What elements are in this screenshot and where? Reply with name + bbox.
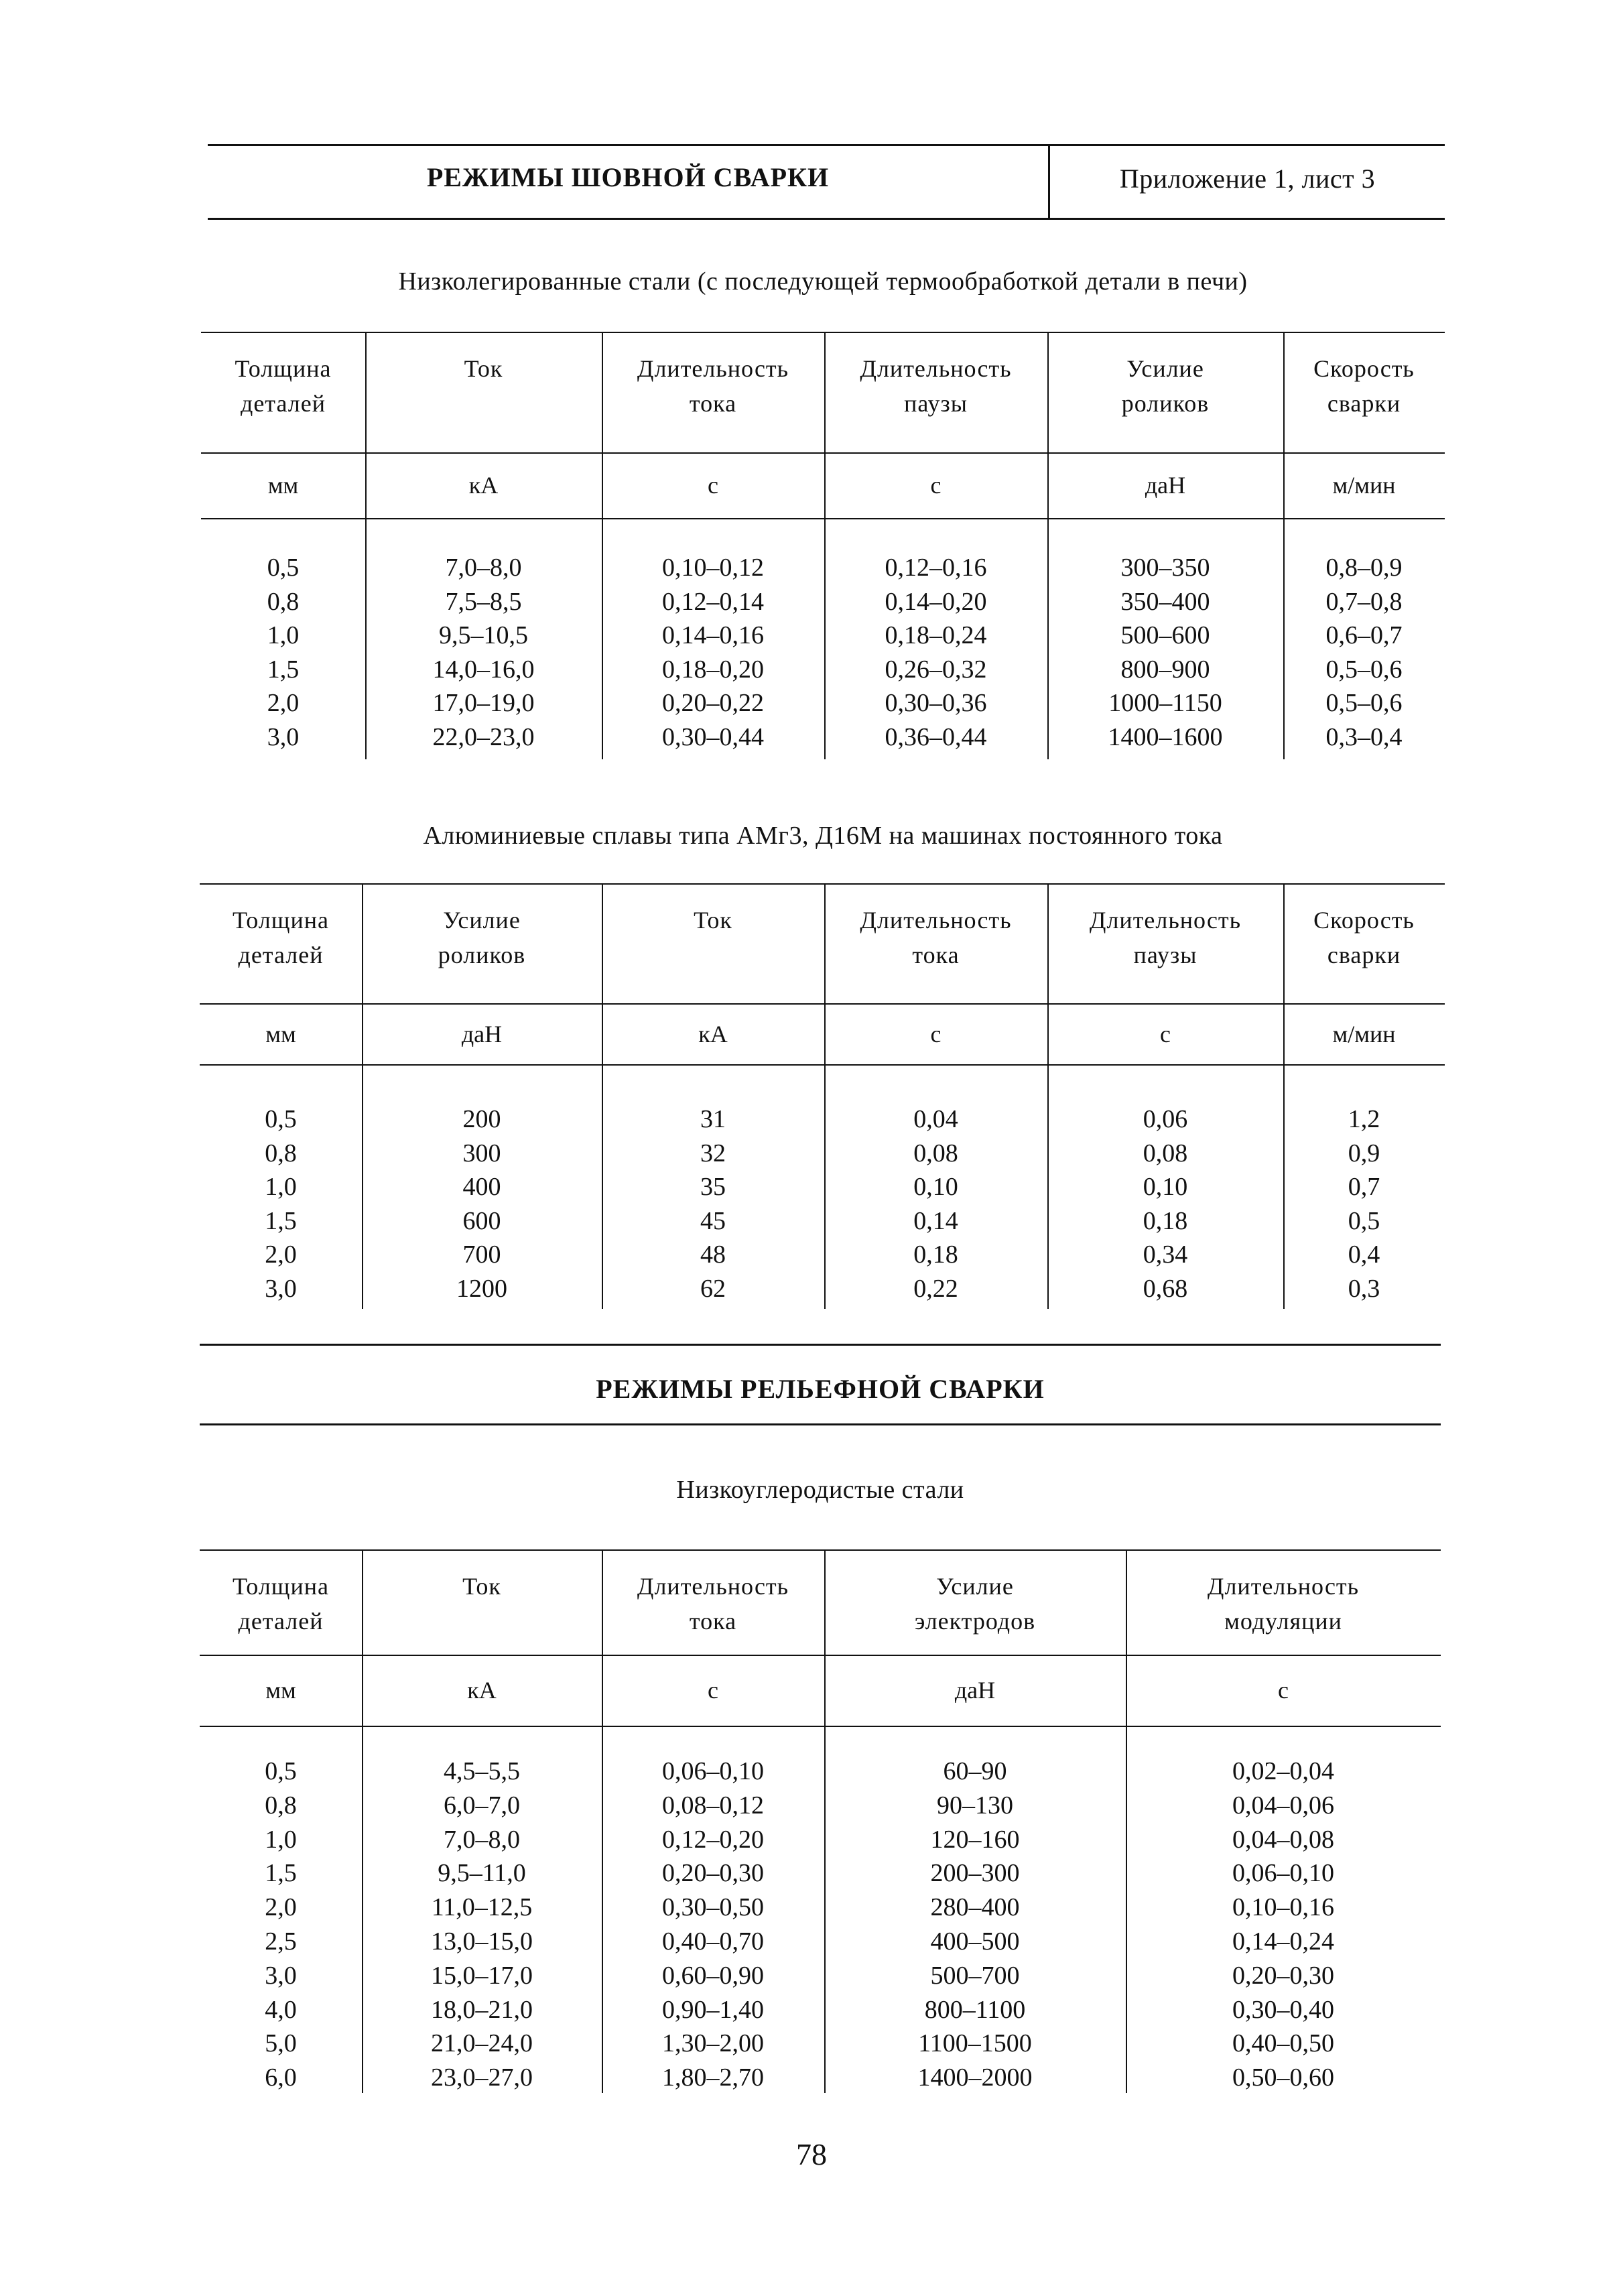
table2-header-line1: Ток xyxy=(694,907,732,934)
table2-cell: 0,08 xyxy=(913,1139,958,1167)
table2-cell: 0,06 xyxy=(1143,1105,1188,1133)
table1-cell: 22,0–23,0 xyxy=(432,722,535,751)
table3-cell: 21,0–24,0 xyxy=(431,2029,533,2058)
table2-cell: 0,68 xyxy=(1143,1274,1188,1303)
table3-cell: 0,10–0,16 xyxy=(1232,1893,1334,1922)
table2-cell: 1,5 xyxy=(265,1206,297,1235)
header-top-rule xyxy=(208,144,1445,146)
table1-header-line1: Ток xyxy=(464,355,503,382)
table1-cell: 0,36–0,44 xyxy=(885,722,987,751)
table2-cell: 35 xyxy=(700,1173,726,1201)
table2-rule-header-bottom xyxy=(200,1003,1445,1005)
table1-cell: 500–600 xyxy=(1120,621,1210,649)
table2-cell: 0,7 xyxy=(1348,1173,1380,1201)
table3-cell: 2,5 xyxy=(265,1927,297,1956)
table3-rule-top xyxy=(200,1549,1441,1551)
table2-header-line2: паузы xyxy=(1133,942,1197,968)
table3-cell: 4,0 xyxy=(265,1995,297,2024)
table1-header-line2: роликов xyxy=(1121,390,1210,417)
header-bottom-rule xyxy=(208,218,1445,220)
table1-cell: 1,5 xyxy=(267,655,300,684)
table1-cell: 14,0–16,0 xyxy=(432,655,535,684)
table3-cell: 18,0–21,0 xyxy=(431,1995,533,2024)
table3-cell: 1,30–2,00 xyxy=(662,2029,764,2058)
table1-cell: 17,0–19,0 xyxy=(432,689,535,717)
table2-cell: 31 xyxy=(700,1105,726,1133)
section2-title: РЕЖИМЫ РЕЛЬЕФНОЙ СВАРКИ xyxy=(596,1374,1045,1404)
table3-cell: 0,20–0,30 xyxy=(1232,1961,1334,1990)
table2-rule-unit-bottom xyxy=(200,1064,1445,1066)
table2-header-line2: деталей xyxy=(238,942,324,968)
table3-header-line1: Длительность xyxy=(1207,1573,1360,1600)
table2-cell: 0,9 xyxy=(1348,1139,1380,1167)
table1-unit: с xyxy=(708,472,718,499)
table1-cell: 0,12–0,16 xyxy=(885,554,987,582)
table3-cell: 0,40–0,70 xyxy=(662,1927,764,1956)
table2-rule-top xyxy=(200,883,1445,885)
table3-header-line1: Длительность xyxy=(637,1573,789,1600)
table2-unit: даН xyxy=(461,1020,503,1047)
table3-cell: 1400–2000 xyxy=(917,2063,1033,2092)
table1-caption: Низколегированные стали (с последующей термообработкой детали в печи) xyxy=(398,267,1248,296)
page-title: РЕЖИМЫ ШОВНОЙ СВАРКИ xyxy=(426,162,830,192)
table1-cell: 0,26–0,32 xyxy=(885,655,987,684)
table1-header-line1: Толщина xyxy=(235,355,332,382)
table1-cell: 1,0 xyxy=(267,621,300,649)
table3-rule-header-bottom xyxy=(200,1655,1441,1656)
table3-cell: 0,04–0,08 xyxy=(1232,1825,1334,1854)
table1-cell: 300–350 xyxy=(1120,554,1210,582)
table2-header-line1: Усилие xyxy=(443,907,521,934)
table2-header-line1: Скорость xyxy=(1313,907,1415,934)
table1-header-line2: паузы xyxy=(904,390,968,417)
table3-cell: 1,5 xyxy=(265,1859,297,1888)
table3-unit: с xyxy=(708,1677,718,1704)
table2-cell: 0,10 xyxy=(1143,1173,1188,1201)
table3-cell: 0,06–0,10 xyxy=(1232,1859,1334,1888)
page-number: 78 xyxy=(796,2137,827,2171)
table2-cell: 0,3 xyxy=(1348,1274,1380,1303)
table2-cell: 700 xyxy=(462,1240,501,1269)
table2-unit: с xyxy=(1160,1020,1171,1047)
table3-cell: 7,0–8,0 xyxy=(444,1825,520,1854)
table2-cell: 0,14 xyxy=(913,1206,958,1235)
table3-cell: 5,0 xyxy=(265,2029,297,2058)
table1-cell: 350–400 xyxy=(1120,587,1210,616)
table2-cell: 0,8 xyxy=(265,1139,297,1167)
table3-cell: 15,0–17,0 xyxy=(431,1961,533,1990)
table3-cell: 2,0 xyxy=(265,1893,297,1922)
table1-cell: 0,18–0,20 xyxy=(662,655,764,684)
table3-cell: 500–700 xyxy=(930,1961,1020,1990)
table3-header-line1: Усилие xyxy=(936,1573,1014,1600)
table3-header-line2: деталей xyxy=(238,1608,324,1635)
table3-cell: 23,0–27,0 xyxy=(431,2063,533,2092)
table3-cell: 0,02–0,04 xyxy=(1232,1757,1334,1785)
table3-cell: 0,60–0,90 xyxy=(662,1961,764,1990)
table1-unit: м/мин xyxy=(1332,472,1396,499)
table3-cell: 0,90–1,40 xyxy=(662,1995,764,2024)
table3-cell: 1,80–2,70 xyxy=(662,2063,764,2092)
table2-cell: 0,18 xyxy=(1143,1206,1188,1235)
table2-cell: 32 xyxy=(700,1139,726,1167)
table1-unit: с xyxy=(930,472,942,499)
table3-cell: 0,8 xyxy=(265,1791,297,1820)
table3-cell: 0,12–0,20 xyxy=(662,1825,764,1854)
table1-rule-unit-bottom xyxy=(201,518,1445,519)
appendix-label: Приложение 1, лист 3 xyxy=(1119,164,1376,194)
table1-cell: 0,14–0,20 xyxy=(885,587,987,616)
table2-cell: 600 xyxy=(462,1206,501,1235)
table3-header-line2: модуляции xyxy=(1224,1608,1342,1635)
table2-cell: 0,5 xyxy=(1348,1206,1380,1235)
table3-cell: 9,5–11,0 xyxy=(438,1859,526,1888)
table2-unit: кА xyxy=(698,1020,728,1047)
table3-header-line2: электродов xyxy=(914,1608,1036,1635)
table3-cell: 11,0–12,5 xyxy=(431,1893,533,1922)
table1-cell: 3,0 xyxy=(267,722,300,751)
table1-cell: 0,20–0,22 xyxy=(662,689,764,717)
table3-cell: 800–1100 xyxy=(924,1995,1026,2024)
table2-cell: 0,5 xyxy=(265,1105,297,1133)
table1-cell: 1400–1600 xyxy=(1108,722,1223,751)
table1-unit: мм xyxy=(267,472,299,499)
table1-cell: 0,14–0,16 xyxy=(662,621,764,649)
table1-header-line1: Длительность xyxy=(860,355,1012,382)
table1-header-line1: Усилие xyxy=(1126,355,1204,382)
table1-cell: 0,8–0,9 xyxy=(1325,554,1403,582)
table2-header-line1: Длительность xyxy=(860,907,1012,934)
table3-cell: 3,0 xyxy=(265,1961,297,1990)
table3-cell: 6,0–7,0 xyxy=(444,1791,520,1820)
table3-rule-unit-bottom xyxy=(200,1726,1441,1727)
table1-header-line2: тока xyxy=(689,390,737,417)
section2-bottom-rule xyxy=(200,1423,1441,1425)
table1-cell: 0,5–0,6 xyxy=(1325,655,1403,684)
table3-cell: 0,04–0,06 xyxy=(1232,1791,1334,1820)
table1-cell: 1000–1150 xyxy=(1108,689,1222,717)
table2-cell: 1,0 xyxy=(265,1173,297,1201)
table2-cell: 0,4 xyxy=(1348,1240,1380,1269)
table1-cell: 0,12–0,14 xyxy=(662,587,764,616)
table3-cell: 0,5 xyxy=(265,1757,297,1785)
table3-unit: даН xyxy=(954,1677,996,1704)
table3-cell: 120–160 xyxy=(930,1825,1020,1854)
table3-cell: 0,14–0,24 xyxy=(1232,1927,1334,1956)
table1-cell: 0,18–0,24 xyxy=(885,621,987,649)
table1-header-line1: Длительность xyxy=(637,355,789,382)
table3-unit: мм xyxy=(265,1677,296,1704)
table3-cell: 0,50–0,60 xyxy=(1232,2063,1334,2092)
table3-cell: 0,40–0,50 xyxy=(1232,2029,1334,2058)
table3-header-line1: Толщина xyxy=(232,1573,329,1600)
table2-cell: 1200 xyxy=(456,1274,507,1303)
table3-cell: 6,0 xyxy=(265,2063,297,2092)
table1-rule-header-bottom xyxy=(201,452,1445,454)
table2-unit: с xyxy=(930,1020,942,1047)
table2-caption: Алюминиевые сплавы типа АМг3, Д16М на машинах постоянного тока xyxy=(423,822,1223,850)
table2-cell: 1,2 xyxy=(1348,1105,1380,1133)
table3-header-line1: Ток xyxy=(462,1573,501,1600)
table1-header-line2: деталей xyxy=(241,390,326,417)
table2-header-line1: Длительность xyxy=(1089,907,1242,934)
table1-cell: 800–900 xyxy=(1120,655,1210,684)
table2-cell: 0,04 xyxy=(913,1105,958,1133)
table1-cell: 0,3–0,4 xyxy=(1325,722,1403,751)
table3-cell: 280–400 xyxy=(930,1893,1020,1922)
table3-cell: 0,20–0,30 xyxy=(662,1859,764,1888)
table1-cell: 0,8 xyxy=(267,587,300,616)
table3-cell: 1100–1500 xyxy=(918,2029,1032,2058)
table2-cell: 0,22 xyxy=(913,1274,958,1303)
table3-header-line2: тока xyxy=(689,1608,737,1635)
table2-cell: 400 xyxy=(462,1173,501,1201)
table3-unit: кА xyxy=(467,1677,497,1704)
table1-cell: 0,10–0,12 xyxy=(662,554,764,582)
table2-cell: 45 xyxy=(700,1206,726,1235)
table1-cell: 0,5–0,6 xyxy=(1325,689,1403,717)
table2-header-line2: тока xyxy=(912,942,960,968)
table3-cell: 1,0 xyxy=(265,1825,297,1854)
table1-unit: даН xyxy=(1145,472,1186,499)
table2-unit: мм xyxy=(265,1020,296,1047)
table2-cell: 0,10 xyxy=(913,1173,958,1201)
table2-cell: 0,18 xyxy=(913,1240,958,1269)
table1-cell: 0,30–0,44 xyxy=(662,722,764,751)
table1-unit: кА xyxy=(468,472,499,499)
table2-cell: 0,34 xyxy=(1143,1240,1188,1269)
table2-unit: м/мин xyxy=(1332,1020,1396,1047)
table3-cell: 90–130 xyxy=(937,1791,1013,1820)
table2-cell: 0,08 xyxy=(1143,1139,1188,1167)
table3-cell: 200–300 xyxy=(930,1859,1020,1888)
table3-cell: 0,06–0,10 xyxy=(662,1757,764,1785)
table2-header-line2: роликов xyxy=(438,942,526,968)
table3-cell: 400–500 xyxy=(930,1927,1020,1956)
table2-cell: 3,0 xyxy=(265,1274,297,1303)
table1-cell: 7,5–8,5 xyxy=(445,587,522,616)
table1-cell: 0,30–0,36 xyxy=(885,689,987,717)
table1-cell: 0,5 xyxy=(267,554,300,582)
table2-cell: 2,0 xyxy=(265,1240,297,1269)
table1-cell: 2,0 xyxy=(267,689,300,717)
table3-unit: с xyxy=(1278,1677,1289,1704)
table3-cell: 0,30–0,50 xyxy=(662,1893,764,1922)
table2-cell: 200 xyxy=(462,1105,501,1133)
table3-cell: 60–90 xyxy=(943,1757,1007,1785)
table1-header-line2: сварки xyxy=(1327,390,1401,417)
table1-rule-top xyxy=(201,332,1445,333)
table3-cell: 0,30–0,40 xyxy=(1232,1995,1334,2024)
table3-cell: 0,08–0,12 xyxy=(662,1791,764,1820)
table2-header-line1: Толщина xyxy=(232,907,329,934)
table1-cell: 0,6–0,7 xyxy=(1325,621,1403,649)
table2-cell: 48 xyxy=(700,1240,726,1269)
table3-cell: 13,0–15,0 xyxy=(431,1927,533,1956)
table2-cell: 300 xyxy=(462,1139,501,1167)
section2-top-rule xyxy=(200,1344,1441,1346)
table1-cell: 0,7–0,8 xyxy=(1325,587,1403,616)
table1-header-line1: Скорость xyxy=(1313,355,1415,382)
table1-cell: 7,0–8,0 xyxy=(445,554,522,582)
table3-cell: 4,5–5,5 xyxy=(444,1757,520,1785)
table3-caption: Низкоуглеродистые стали xyxy=(676,1476,964,1504)
table2-cell: 62 xyxy=(700,1274,726,1303)
table2-header-line2: сварки xyxy=(1327,942,1401,968)
table1-cell: 9,5–10,5 xyxy=(439,621,528,649)
